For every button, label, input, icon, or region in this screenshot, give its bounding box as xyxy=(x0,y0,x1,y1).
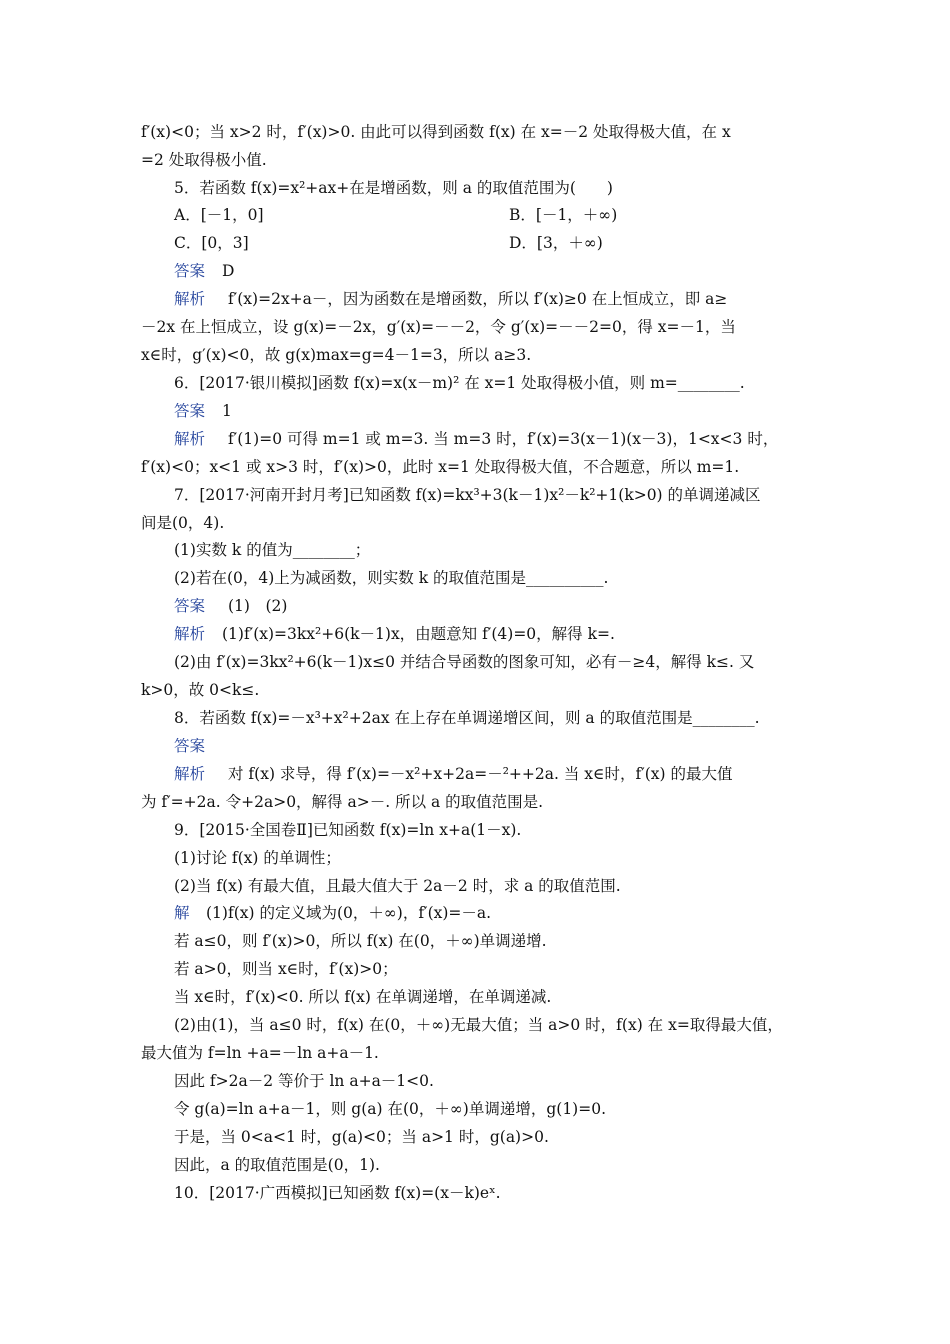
text-line: (2)由 f′(x)=3kx²+6(k－1)x≤0 并结合导函数的图象可知，必有－≥4，解得 k≤. 又 xyxy=(174,653,755,671)
text-line: f′(x)<0；当 x>2 时，f′(x)>0. 由此可以得到函数 f(x) 在 x=－2 处取得极大值，在 x xyxy=(141,123,731,141)
question-7-part-2: (2)若在(0，4)上为减函数，则实数 k 的取值范围是__________. xyxy=(174,569,609,587)
question-7-part-1: (1)实数 k 的值为________； xyxy=(174,541,371,559)
text-line: 为 f′=+2a. 令+2a>0，解得 a>－. 所以 a 的取值范围是. xyxy=(141,793,544,811)
answer-text: D xyxy=(222,262,235,280)
option-c: C．[0，3] xyxy=(174,234,249,252)
answer-label: 答案 xyxy=(174,597,206,615)
question-10: 10．[2017·广西模拟]已知函数 f(x)=(x－k)eˣ. xyxy=(174,1184,501,1202)
question-7: 7．[2017·河南开封月考]已知函数 f(x)=kx³+3(k－1)x²－k²+1(k>0) 的单调递减区 xyxy=(174,486,761,504)
analysis-label: 解析 xyxy=(174,430,206,448)
solution-text: (1)f(x) 的定义域为(0，＋∞)，f′(x)=－a. xyxy=(206,904,492,922)
analysis-text: f′(1)=0 可得 m=1 或 m=3. 当 m=3 时，f′(x)=3(x－1)(x－3)，1<x<3 时， xyxy=(228,430,779,448)
analysis-label: 解析 xyxy=(174,625,206,643)
question-9-part-2: (2)当 f(x) 有最大值，且最大值大于 2a－2 时，求 a 的取值范围. xyxy=(174,877,621,895)
text-line: 于是，当 0<a<1 时，g(a)<0；当 a>1 时，g(a)>0. xyxy=(174,1128,549,1146)
answer-label: 答案 xyxy=(174,402,206,420)
text-line: 因此 f>2a－2 等价于 ln a+a－1<0. xyxy=(174,1072,434,1090)
option-d: D．[3，＋∞) xyxy=(509,234,603,252)
solution-label: 解 xyxy=(174,904,190,922)
question-8: 8．若函数 f(x)=－x³+x²+2ax 在上存在单调递增区间，则 a 的取值范围是________. xyxy=(174,709,760,727)
analysis-text: 对 f(x) 求导，得 f′(x)=－x²+x+2a=－²++2a. 当 x∈时，f′(x) 的最大值 xyxy=(228,765,733,783)
analysis-text: (1)f′(x)=3kx²+6(k－1)x，由题意知 f′(4)=0，解得 k=. xyxy=(222,625,615,643)
text-line: －2x 在上恒成立，设 g(x)=－2x，g′(x)=－－2，令 g′(x)=－－2=0，得 x=－1，当 xyxy=(141,318,736,336)
answer-text: 1 xyxy=(222,402,232,420)
option-a: A．[－1，0] xyxy=(174,206,264,224)
question-9: 9．[2015·全国卷Ⅱ]已知函数 f(x)=ln x+a(1－x). xyxy=(174,821,522,839)
question-5: 5．若函数 f(x)=x²+ax+在是增函数，则 a 的取值范围为( ) xyxy=(174,179,613,197)
text-line: =2 处取得极小值. xyxy=(141,151,267,169)
analysis-label: 解析 xyxy=(174,765,206,783)
answer-label: 答案 xyxy=(174,262,206,280)
analysis-label: 解析 xyxy=(174,290,206,308)
text-line: 间是(0，4). xyxy=(141,514,225,532)
text-line: 当 x∈时，f′(x)<0. 所以 f(x) 在单调递增，在单调递减. xyxy=(174,988,552,1006)
question-9-part-1: (1)讨论 f(x) 的单调性； xyxy=(174,849,341,867)
text-line: 若 a≤0，则 f′(x)>0，所以 f(x) 在(0，＋∞)单调递增. xyxy=(174,932,547,950)
text-line: (2)由(1)，当 a≤0 时，f(x) 在(0，＋∞)无最大值；当 a>0 时，f(x) 在 x=取得最大值， xyxy=(174,1016,783,1034)
text-line: 令 g(a)=ln a+a－1，则 g(a) 在(0，＋∞)单调递增，g(1)=0. xyxy=(174,1100,607,1118)
text-line: k>0，故 0<k≤. xyxy=(141,681,260,699)
answer-text: (1) (2) xyxy=(228,597,288,615)
text-line: 若 a>0，则当 x∈时，f′(x)>0； xyxy=(174,960,398,978)
answer-label: 答案 xyxy=(174,737,206,755)
text-line: 因此，a 的取值范围是(0，1). xyxy=(174,1156,380,1174)
text-line: 最大值为 f=ln +a=－ln a+a－1. xyxy=(141,1044,379,1062)
analysis-text: f′(x)=2x+a－，因为函数在是增函数，所以 f′(x)≥0 在上恒成立，即 a≥ xyxy=(228,290,728,308)
text-line: f′(x)<0；x<1 或 x>3 时，f′(x)>0，此时 x=1 处取得极大值，不合题意，所以 m=1. xyxy=(141,458,740,476)
text-line: x∈时，g′(x)<0，故 g(x)max=g=4－1=3，所以 a≥3. xyxy=(141,346,532,364)
option-b: B．[－1，＋∞) xyxy=(509,206,618,224)
question-6: 6．[2017·银川模拟]函数 f(x)=x(x－m)² 在 x=1 处取得极小值，则 m=________. xyxy=(174,374,745,392)
